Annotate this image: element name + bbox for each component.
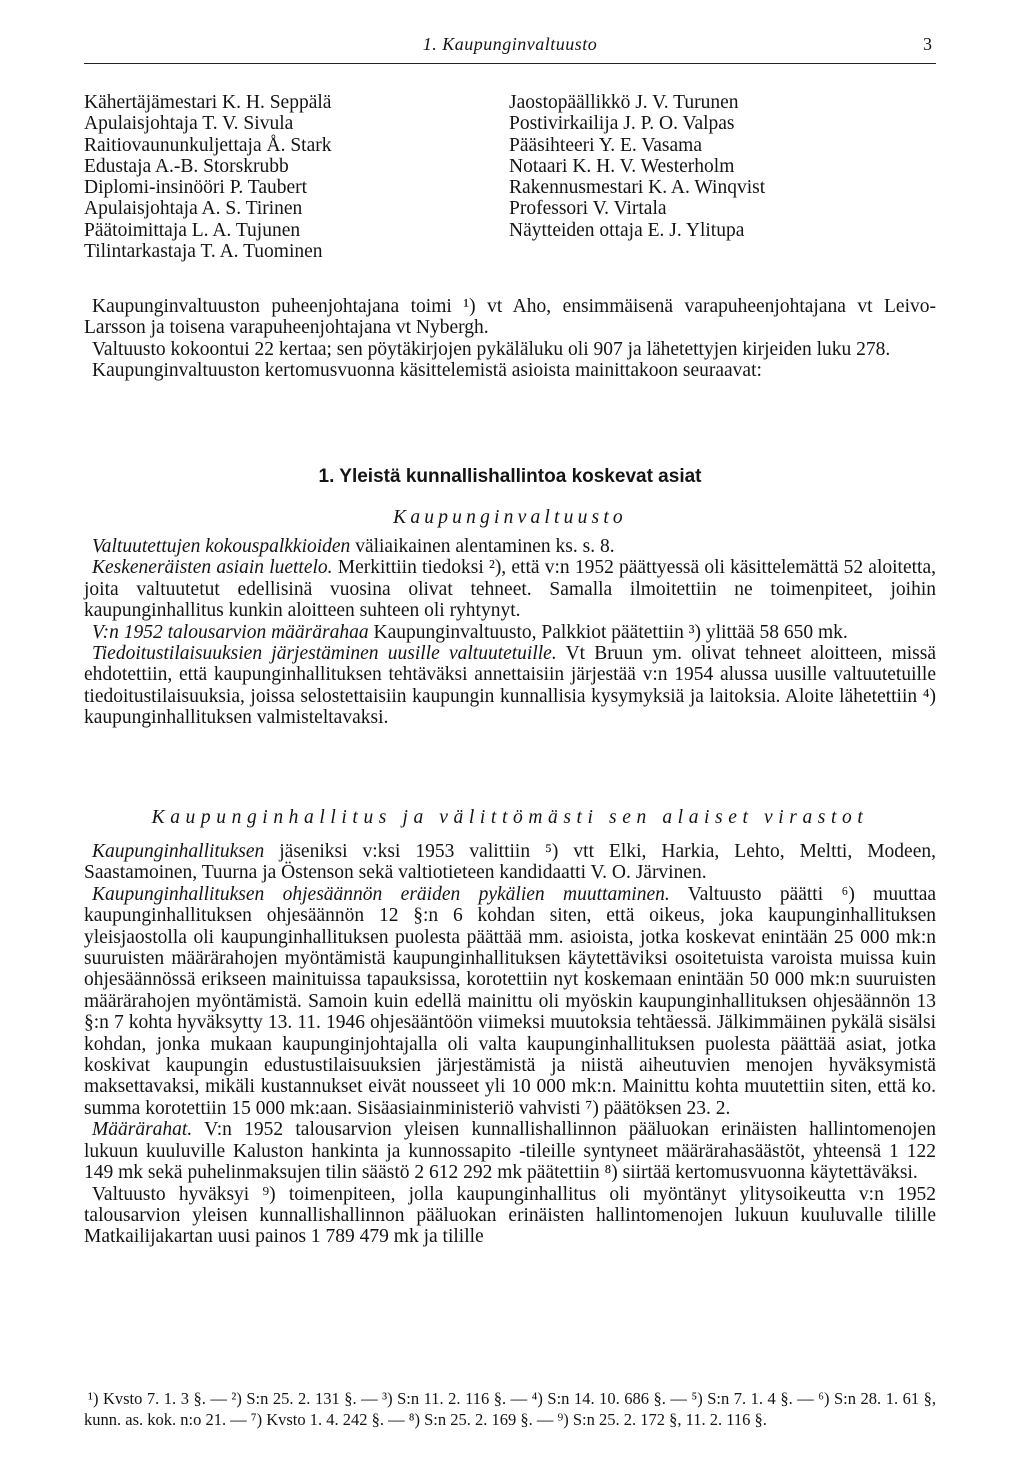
paragraph	[84, 884, 936, 1119]
intro-paragraph: Valtuusto kokoontui 22 kertaa; sen pöytäkirjojen pykäläluku oli 907 ja lähetettyjen kirjeiden luku 278.	[92, 338, 891, 360]
header-rule	[84, 63, 936, 64]
paragraph-text: Valtuusto päätti ⁶) muuttaa kaupunginhallituksen ohjesäännön 12 §:n 6 kohdan siten, että oikeus, joka kaupunginhallituksen yleisjaostolla oli kaupunginhallituksen puolesta päättää mm. asioista, jotka koskevat enintään 25 000 mk:n suuruisten määrärahojen myöntämistä kaupunginhallituksen käytettäviksi osoitetuista varoista muissa kuin ohjesäännössä erikseen mainituissa tapauksissa, korotettiin nyt koskemaan enintään 50 000 mk:n suuruisten määrärahojen myöntämistä. Samoin kuin edellä mainittu oli myöskin kaupunginhallituksen ohjesäännön 13 §:n 7 kohta hyväksytty 13. 11. 1946 ohjesääntöön viimeksi muutoksia tehtäessä. Jälkimmäinen pykälä sisälsi kohdan, jonka mukaan kaupunginjohtajalla oli valta kaupunginhallituksen puolesta päättää asiat, jotka koskivat kaupungin edustustilaisuuksien järjestämistä ja niistä aiheutuvien menojen hyväksymistä maksettavaksi, mikäli kustannukset eivät nousseet yli 10 000 mk:n. Mainittu kohta muutettiin siten, että ko. summa korotettiin 15 000 mk:aan. Sisäasiainministeriö vahvisti ⁷) päätöksen 23. 2.	[84, 883, 936, 1119]
staff-entry: Pääsihteeri Y. E. Vasama	[509, 134, 702, 156]
section-heading: 1. Yleistä kunnallishallintoa koskevat asiat	[318, 466, 702, 487]
paragraph	[84, 622, 936, 643]
paragraph-topic: V:n 1952 talousarvion määrärahaa	[92, 621, 369, 643]
paragraph-text: Kaupunginvaltuusto, Palkkiot päätettiin ³) ylittää 58 650 mk.	[368, 621, 848, 643]
subsection-title-kaupunginvaltuusto: Kaupunginvaltuusto	[393, 507, 627, 528]
staff-entry: Notaari K. H. V. Westerholm	[509, 155, 735, 177]
paragraph-topic: Tiedoitustilaisuuksien järjestäminen uusille valtuutetuille.	[92, 643, 557, 665]
staff-entry: Rakennusmestari K. A. Winqvist	[509, 177, 766, 199]
page-number: 3	[923, 34, 932, 54]
paragraph	[84, 643, 936, 729]
footnotes	[84, 1388, 936, 1430]
paragraph-topic: Valtuutettujen kokouspalkkioiden	[92, 536, 351, 557]
paragraph	[84, 557, 936, 621]
staff-entry: Näytteiden ottaja E. J. Ylitupa	[509, 219, 745, 241]
paragraph-text: Merkittiin tiedoksi ²), että v:n 1952 päättyessä oli käsittelemättä 52 aloitetta, joita valtuutetut edellisinä vuosina olivat tehneet. Samalla ilmoitettiin ne toimenpiteet, joihin kaupunginhallitus kunkin aloitteen suhteen oli ryhtynyt.	[84, 557, 936, 622]
paragraph	[84, 1119, 936, 1183]
staff-entry: Postivirkailija J. P. O. Valpas	[509, 113, 735, 135]
paragraph-topic: Määrärahat.	[92, 1119, 193, 1141]
staff-list-right	[509, 92, 929, 241]
paragraph-text: jäseniksi v:ksi 1953 valittiin ⁵) vtt Elki, Harkia, Lehto, Meltti, Modeen, Saastamoinen, Tuurna ja Östenson sekä valtiotieteen kandidaatti V. O. Järvinen.	[84, 841, 936, 884]
staff-entry: Professori V. Virtala	[509, 198, 667, 220]
staff-entry: Kähertäjämestari K. H. Seppälä	[84, 92, 332, 113]
staff-entry: Diplomi-insinööri P. Taubert	[84, 177, 308, 199]
intro-paragraph: Kaupunginvaltuuston puheenjohtajana toimi ¹) vt Aho, ensimmäisenä varapuheenjohtajana vt Leivo-Larsson ja toisena varapuheenjohtajana vt Nybergh.	[84, 296, 936, 339]
footnote-line: ¹) Kvsto 7. 1. 3 §. — ²) S:n 25. 2. 131 §. — ³) S:n 11. 2. 116 §. — ⁴) S:n 14. 10. 686 §. — ⁵) S:n 7. 1. 4 §. — ⁶) S:n 28. 1. 61 §, kunn. as. kok. n:o 21. — ⁷) Kvsto 1. 4. 242 §. — ⁸) S:n 25. 2. 169 §. — ⁹) S:n 25. 2. 172 §, 11. 2. 116 §.	[84, 1389, 936, 1429]
intro-paragraph: Kaupunginvaltuuston kertomusvuonna käsittelemistä asioista mainittakoon seuraavat:	[92, 360, 762, 382]
paragraph	[84, 536, 936, 557]
staff-entry: Raitiovaununkuljettaja Å. Stark	[84, 134, 332, 156]
subsection-2-body	[84, 841, 936, 1248]
staff-entry: Apulaisjohtaja T. V. Sivula	[84, 113, 294, 135]
staff-entry: Päätoimittaja L. A. Tujunen	[84, 219, 301, 241]
staff-entry: Tilintarkastaja T. A. Tuominen	[84, 241, 323, 263]
paragraph-text: Valtuusto hyväksyi ⁹) toimenpiteen, jolla kaupunginhallitus oli myöntänyt ylitysoikeutta v:n 1952 talousarvion yleisen kunnallishallinnon pääluokan erinäisten hallintomenojen lukuun kuuluvalle tilille Matkailijakartan uusi painos 1 789 479 mk ja tilille	[84, 1183, 936, 1248]
running-header-title: 1. Kaupunginvaltuusto	[422, 34, 598, 54]
paragraph-topic: Kaupunginhallituksen	[92, 841, 265, 862]
staff-entry: Jaostopäällikkö J. V. Turunen	[509, 92, 739, 113]
paragraph-text: Vt Bruun ym. olivat tehneet aloitteen, missä ehdotettiin, että kaupunginhallituksen tehtäväksi annettaisiin järjestää v:n 1954 alussa uusille valtuutetuille tiedoitustilaisuuksia, joissa selostettaisiin kaupungin kunnallisia kysymyksiä ja laitoksia. Aloite lähetettiin ⁴) kaupunginhallituksen valmisteltavaksi.	[84, 643, 937, 729]
subsection-title-kaupunginhallitus: Kaupunginhallitus ja välittömästi sen alaiset virastot	[151, 807, 869, 828]
paragraph-topic: Kaupunginhallituksen ohjesäännön eräiden pykälien muuttaminen.	[92, 883, 670, 905]
running-header	[84, 34, 936, 60]
paragraph-text: V:n 1952 talousarvion yleisen kunnallishallinnon pääluokan erinäisten hallintomenojen lukuun kuuluville Kaluston hankinta ja kunnossapito -tileille syntyneet määrärahasäästöt, yhteensä 1 122 149 mk sekä puhelinmaksujen tilin säästö 2 612 292 mk päätettiin ⁸) siirtää kertomusvuonna käytettäväksi.	[84, 1119, 936, 1184]
paragraph-topic: Keskeneräisten asiain luettelo.	[92, 557, 333, 579]
intro-text	[84, 296, 936, 382]
subsection-1-body	[84, 536, 936, 729]
staff-entry: Edustaja A.-B. Storskrubb	[84, 155, 289, 177]
paragraph	[84, 841, 936, 884]
staff-list-left	[84, 92, 504, 262]
paragraph-text: väliaikainen alentaminen ks. s. 8.	[350, 536, 615, 557]
staff-entry: Apulaisjohtaja A. S. Tirinen	[84, 198, 303, 220]
paragraph	[84, 1184, 936, 1248]
